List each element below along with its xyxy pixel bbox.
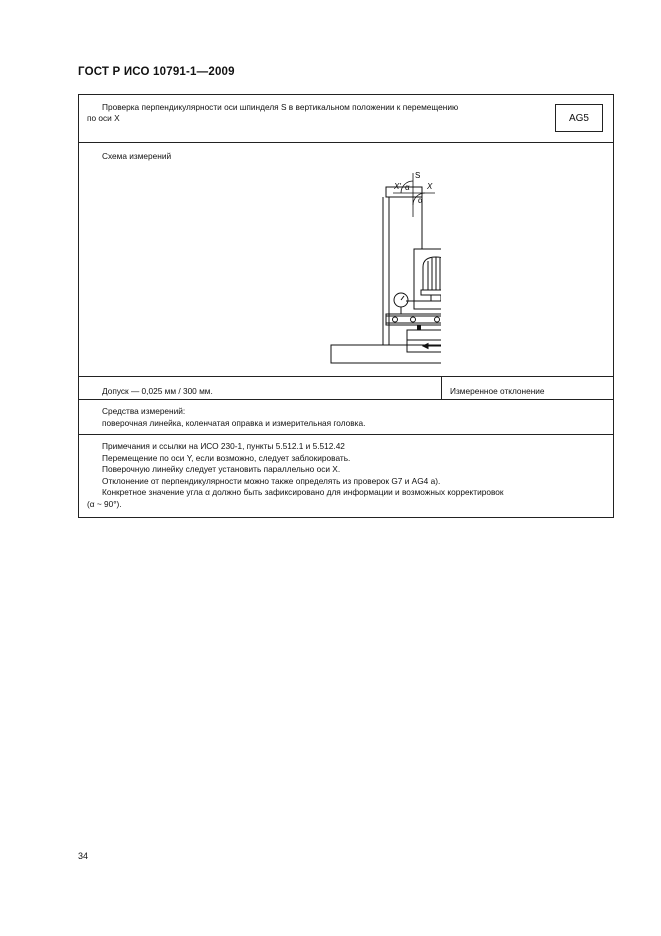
notes-block — [87, 441, 504, 510]
column-top-cap — [386, 187, 422, 197]
divider — [79, 142, 613, 143]
note-line: Примечания и ссылки на ИСО 230-1, пункты 5.512.1 и 5.512.42 — [102, 441, 345, 451]
mandrel-body — [431, 295, 441, 301]
axis-x-prime-label: X' — [394, 182, 401, 191]
measured-deviation-label: Измеренное отклонение — [450, 386, 545, 396]
support-block-left — [417, 325, 421, 330]
alpha-label-bottom: α — [418, 196, 423, 205]
axis-s-label: S — [415, 171, 421, 180]
note-line: (α ~ 90°). — [87, 498, 122, 509]
test-title-line2: по оси X — [87, 113, 120, 123]
instruments-block — [87, 406, 365, 429]
test-title — [87, 102, 542, 124]
document-header: ГОСТ Р ИСО 10791-1—2009 — [78, 66, 235, 78]
spindle-flange — [421, 290, 441, 295]
test-code-badge: AG5 — [555, 104, 603, 132]
divider — [79, 376, 613, 377]
tolerance-label: Допуск — 0,025 мм / 300 мм. — [102, 386, 213, 396]
axis-symbol — [393, 173, 435, 217]
table-top — [407, 330, 441, 340]
scheme-label: Схема измерений — [102, 151, 172, 161]
note-line: Конкретное значение угла α должно быть зафиксировано для информации и возможных корректировок — [102, 487, 504, 497]
divider — [79, 434, 613, 435]
divider — [79, 399, 613, 400]
note-line: Отклонение от перпендикулярности можно также определять из проверок G7 и AG4 a). — [102, 475, 441, 486]
test-title-line1: Проверка перпендикулярности оси шпинделя S в вертикальном положении к перемещению — [102, 102, 459, 112]
test-sheet-table — [78, 94, 614, 518]
instruments-heading: Средства измерений: — [102, 406, 186, 416]
measurement-scheme-diagram — [251, 165, 441, 365]
machine-base — [331, 345, 441, 363]
note-line: Перемещение по оси Y, если возможно, следует заблокировать. — [102, 452, 351, 463]
axis-x-label: X — [427, 182, 433, 191]
note-line: Поверочную линейку следует установить параллельно оси X. — [102, 464, 341, 474]
page-number: 34 — [78, 851, 89, 861]
column-divider — [441, 376, 442, 399]
instruments-text: поверочная линейка, коленчатая оправка и измерительная головка. — [102, 417, 366, 428]
alpha-label-top: α — [405, 183, 410, 192]
